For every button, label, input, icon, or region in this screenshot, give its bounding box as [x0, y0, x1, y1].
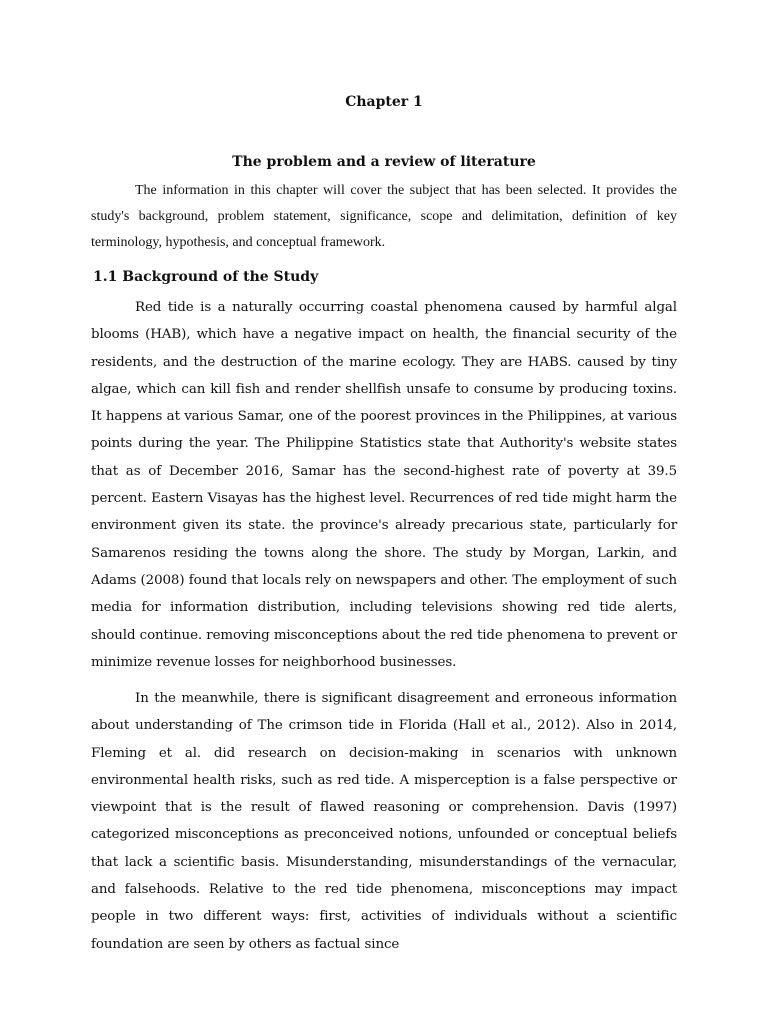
chapter-title: The problem and a review of literature: [232, 154, 536, 170]
chapter-heading: Chapter 1: [345, 94, 423, 110]
body-paragraph: In the meanwhile, there is significant disagreement and erroneous information about understanding of The crimson tide in Florida (Hall et al., 2012). Also in 2014, Fleming et al. did research on decision-making in scenarios with unknown environmental health risks, such as red tide. A misperception is a false perspective or viewpoint that is the result of flawed reasoning or comprehension. Davis (1997) categorized misconceptions as preconceived notions, unfounded or conceptual beliefs that lack a scientific basis. Misunderstanding, misunderstandings of the vernacular, and falsehoods. Relative to the red tide phenomena, misconceptions may impact people in two different ways: first, activities of individuals without a scientific foundation are seen by others as factual since: [91, 691, 677, 952]
body-paragraph: Red tide is a naturally occurring coastal phenomena caused by harmful algal blooms (HAB), which have a negative impact on health, the financial security of the residents, and the destruction of the marine ecology. They are HABS. caused by tiny algae, which can kill fish and render shellfish unsafe to consume by producing toxins. It happens at various Samar, one of the poorest provinces in the Philippines, at various points during the year. The Philippine Statistics state that Authority's website states that as of December 2016, Samar has the second-highest rate of poverty at 39.5 percent. Eastern Visayas has the highest level. Recurrences of red tide might harm the environment given its state. the province's already precarious state, particularly for Samarenos residing the towns along the shore. The study by Morgan, Larkin, and Adams (2008) found that locals rely on newspapers and other. The employment of such media for information distribution, including televisions showing red tide alerts, should continue. removing misconceptions about the red tide phenomena to prevent or minimize revenue losses for neighborhood businesses.: [91, 300, 677, 670]
section-heading: 1.1 Background of the Study: [93, 269, 319, 285]
intro-paragraph: The information in this chapter will cover the subject that has been selected. It provides the study's background, problem statement, significance, scope and delimitation, definition of key terminology, hypothesis, and conceptual framework.: [91, 183, 677, 250]
